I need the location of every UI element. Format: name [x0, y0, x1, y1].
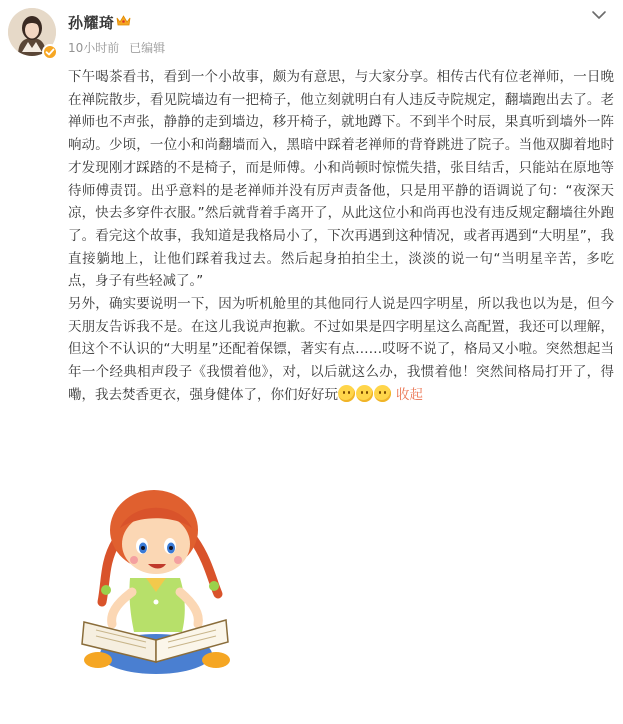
- grin-emoji-icon: [374, 385, 391, 402]
- grin-emoji-icon: [356, 385, 373, 402]
- post-paragraph-1: 下午喝茶看书，看到一个小故事，颇为有意思，与大家分享。相传古代有位老禅师，一日晚在禅院散步，看见院墙边有一把椅子，他立刻就明白有人违反寺院规定，翻墙跑出去了。老禅师也不声张，静静的走到墙边，移开椅子，就地蹲下。不到半个时辰，果真听到墙外一阵响动。少顷，一位小和尚翻墙而入，黑暗中踩着老禅师的背脊跳进了院子。当他双脚着地时才发现刚才踩踏的不是椅子，而是师傅。小和尚顿时惊慌失措，张目结舌，只能站在原地等待师傅责罚。出乎意料的是老禅师并没有厉声责备他，只是用平静的语调说了句：“夜深天凉，快去多穿件衣服。”然后就背着手离开了，从此这位小和尚再也没有违反规定翻墙往外跑了。看完这个故事，我知道是我格局小了，下次再遇到这种情况，或者再遇到“大明星”，我直接躺地上，让他们踩着我过去。然后起身拍拍尘土，淡淡的说一句“当明星辛苦，多吃点，身子有些轻减了。”: [68, 69, 614, 290]
- post-paragraph-2: [68, 293, 614, 407]
- collapse-link[interactable]: 收起: [396, 386, 423, 403]
- post-paragraph-2-text: 另外，确实要说明一下，因为听机舱里的其他同行人说是四字明星，所以我也以为是，但今天朋友告诉我不是。在这儿我说声抱歉。不过如果是四字明星这么高配置，我还可以理解，但这个不认识的“大明星”还配着保镖，著实有点……哎呀不说了，格局又小啦。突然想起当年一个经典相声段子《我惯着他》，对，以后就这么办，我惯着他！突然间格局打开了，得嘞，我去焚香更衣，强身健体了，你们好好玩: [68, 296, 614, 403]
- crown-icon: [116, 14, 131, 27]
- post-meta: [68, 39, 171, 56]
- chevron-down-icon[interactable]: [591, 10, 607, 20]
- grin-emoji-icon: [338, 385, 355, 402]
- post-body: [68, 66, 614, 407]
- author-name[interactable]: 孙耀琦: [68, 14, 115, 32]
- post-image-reading-girl[interactable]: [76, 482, 236, 687]
- verified-badge-icon: [42, 44, 58, 60]
- post-header: [0, 0, 623, 64]
- edited-label: 已编辑: [129, 41, 166, 55]
- post-time[interactable]: 10小时前: [68, 41, 120, 55]
